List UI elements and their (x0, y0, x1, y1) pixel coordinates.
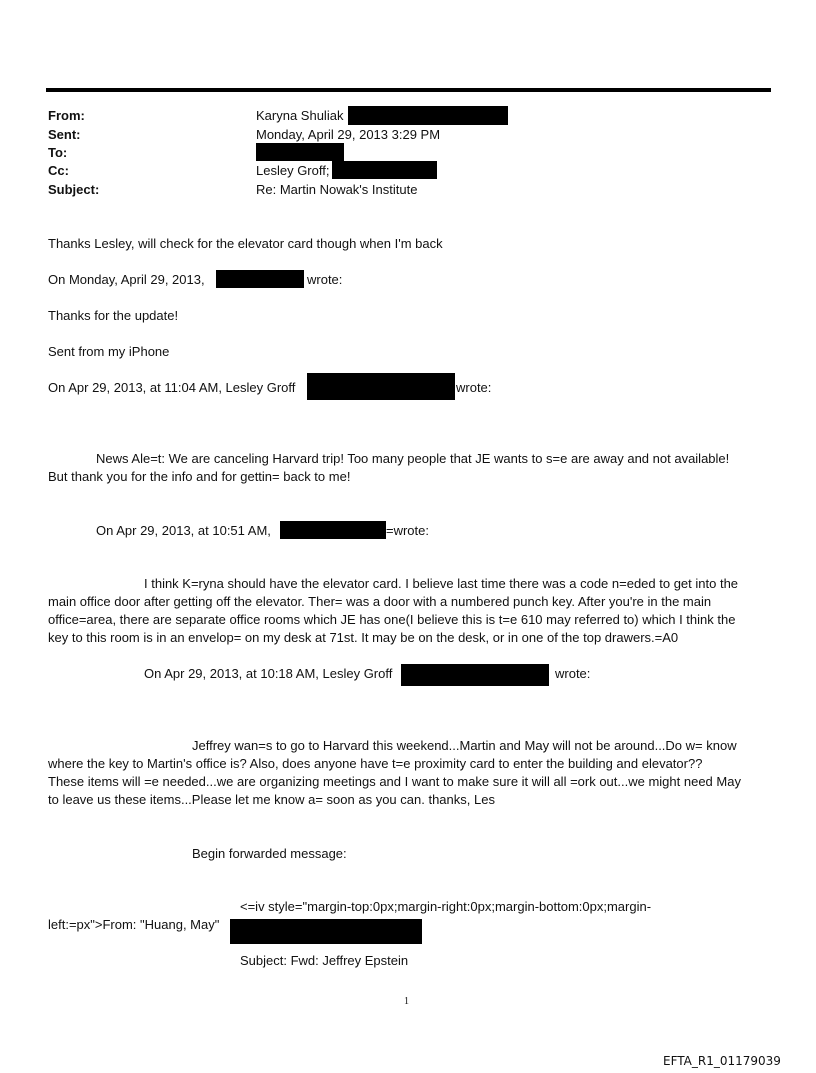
reply-header-1 (48, 272, 205, 287)
reply-header-1-prefix: On Monday, April 29, 2013, (48, 272, 205, 287)
reply-header-3-prefix: On Apr 29, 2013, at 10:51 AM, (96, 523, 271, 538)
body-line-update: Thanks for the update! (48, 308, 179, 323)
forwarded-message-label: Begin forwarded message: (192, 846, 347, 861)
redaction-reply-4-email (401, 664, 549, 686)
reply-header-3-suffix: =wrote: (386, 523, 429, 538)
sent-value: Monday, April 29, 2013 3:29 PM (256, 127, 441, 142)
header-rule (46, 88, 771, 92)
paragraph-2-line-3: office=area, there are separate office rooms which JE has one(I believe this is t=e 610 may referred to) which I think the (48, 612, 736, 627)
reply-header-2-prefix: On Apr 29, 2013, at 11:04 AM, Lesley Groff (48, 380, 296, 395)
cc-value: Lesley Groff; (256, 163, 330, 178)
paragraph-1-line-1: News Ale=t: We are canceling Harvard trip! Too many people that JE wants to s=e are away and not available! (96, 451, 730, 466)
reply-header-4-prefix: On Apr 29, 2013, at 10:18 AM, Lesley Groff (144, 666, 393, 681)
paragraph-1-line-2: But thank you for the info and for gettin= back to me! (48, 469, 351, 484)
html-fragment-line-2: left:=px">From: "Huang, May" (48, 917, 220, 932)
paragraph-2-line-2: main office door after getting off the elevator. Ther= was a door with a numbered punch key. After you're in the main (48, 594, 712, 609)
document-id: EFTA_R1_01179039 (663, 1054, 781, 1068)
paragraph-3-line-1: Jeffrey wan=s to go to Harvard this weekend...Martin and May will not be around...Do w= know (192, 738, 737, 753)
paragraph-3-line-2: where the key to Martin's office is? Also, does anyone have t=e proximity card to enter the building and elevator?? (48, 756, 703, 771)
subject-label: Subject: (48, 182, 100, 197)
redaction-cc (332, 161, 437, 179)
forwarded-subject: Subject: Fwd: Jeffrey Epstein (240, 953, 409, 968)
sent-label: Sent: (48, 127, 81, 142)
redaction-to (256, 143, 344, 161)
paragraph-2-line-4: key to this room is in an envelop= on my desk at 71st. It may be on the desk, or in one of the top drawers.=A0 (48, 630, 679, 645)
body-line-iphone: Sent from my iPhone (48, 344, 170, 359)
from-value: Karyna Shuliak (256, 108, 344, 123)
page-number: 1 (404, 996, 409, 1007)
body-line-thanks: Thanks Lesley, will check for the elevator card though when I'm back (48, 236, 443, 251)
paragraph-3-line-4: to leave us these items...Please let me know a= soon as you can. thanks, Les (48, 792, 495, 807)
to-label: To: (48, 145, 68, 160)
redaction-reply-1-sender (216, 270, 304, 288)
redaction-forward-email (230, 919, 422, 944)
redaction-from-email (348, 106, 508, 125)
reply-header-4-suffix: wrote: (555, 666, 591, 681)
redaction-reply-3-sender (280, 521, 386, 539)
subject-value: Re: Martin Nowak's Institute (256, 182, 418, 197)
cc-label: Cc: (48, 163, 69, 178)
from-label: From: (48, 108, 85, 123)
reply-header-1-suffix: wrote: (307, 272, 343, 287)
paragraph-3-line-3: These items will =e needed...we are organizing meetings and I want to make sure it will all =ork out...we might need May (48, 774, 741, 789)
redaction-reply-2-email (307, 373, 455, 400)
html-fragment-line-1: <=iv style="margin-top:0px;margin-right:0px;margin-bottom:0px;margin- (240, 899, 652, 914)
reply-header-2-suffix: wrote: (456, 380, 492, 395)
paragraph-2-line-1: I think K=ryna should have the elevator card. I believe last time there was a code n=eded to get into the (144, 576, 739, 591)
